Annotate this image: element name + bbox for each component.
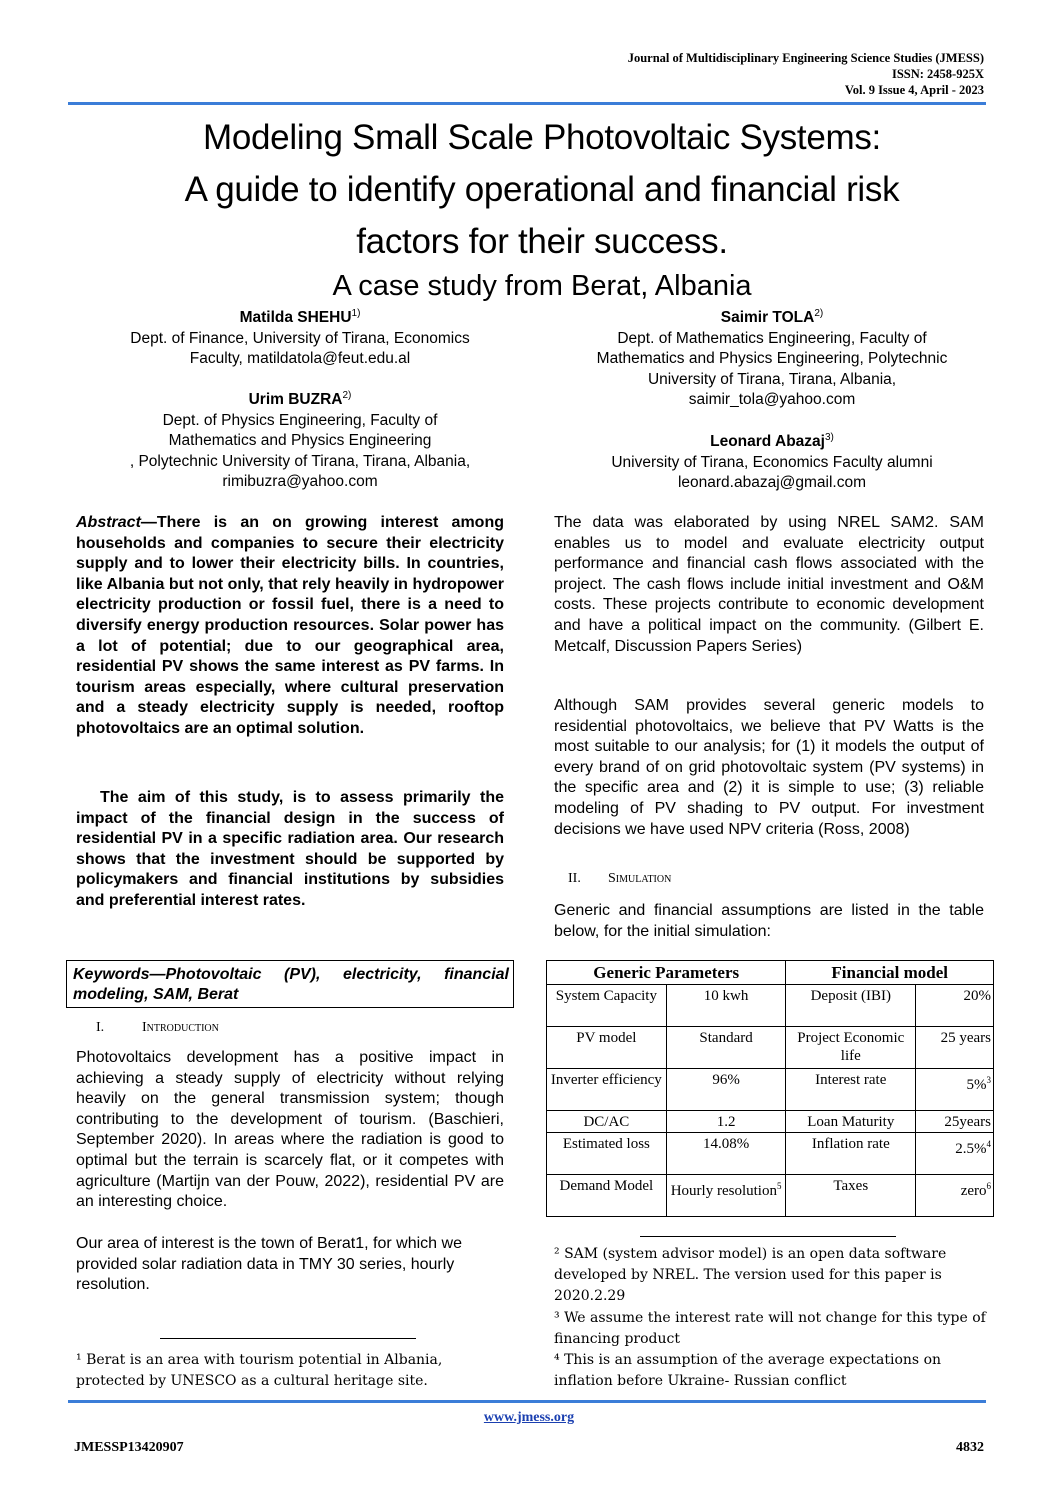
parameters-table [546,960,994,1217]
table-cell: Estimated loss [547,1133,667,1175]
table-cell [666,1175,786,1217]
paper-subtitle: A case study from Berat, Albania [332,270,752,302]
title-line-1: Modeling Small Scale Photovoltaic Systems: [203,118,881,157]
table-cell: 25 years [916,1027,994,1069]
author-name: Urim BUZRA [248,391,343,409]
footnote-rule-left [160,1338,416,1339]
abstract-paragraph-1 [76,513,504,740]
author-email: saimir_tola@yahoo.com [688,391,856,409]
page-number: 4832 [956,1440,984,1455]
section-title: Introduction [142,1020,219,1035]
author-email: rimibuzra@yahoo.com [222,473,378,491]
journal-issn: ISSN: 2458-925X [891,67,984,81]
table-cell: PV model [547,1027,667,1069]
table-header-financial: Financial model [786,961,994,985]
cell-value: 2.5% [955,1141,987,1157]
cell-value: zero [960,1183,987,1199]
author-name: Saimir TOLA [720,309,815,327]
abstract-text: —There is an on growing interest among households and companies to secure their electricity supply and to lower their electricity bills. In countries, like Albania but not only, that rely heavily in hydropower electricity production or fossil fuel, there is a need to diversify energy production resources. Solar power has a lot of potential; due to our geographical area, residential PV shows the same interest as PV farms. In tourism areas especially, where cultural preservation and a steady electricity supply is needed, rooftop photovoltaics are an optimal solution. [76,514,504,737]
title-line-3: factors for their success. [356,222,728,261]
table-cell [916,1133,994,1175]
table-cell: DC/AC [547,1111,667,1133]
section-number: I. [96,1020,105,1035]
keywords-box: Keywords—Photovoltaic (PV), electricity, financial modeling, SAM, Berat [66,960,514,1008]
cell-value: Hourly resolution [670,1183,777,1199]
table-cell [916,1175,994,1217]
table-cell: Inflation rate [786,1133,916,1175]
footnote-rule-right [640,1236,896,1237]
author-affiliation: Faculty, matildatola@feut.edu.al [189,350,411,368]
author-sup: 1) [351,308,361,319]
intro-paragraph-1: Photovoltaics development has a positive impact in achieving a steady supply of electricity without relying heavily on the general transmission system; though contributing to the development of tourism. (Baschieri, September 2020). In areas where the radiation is good to optimal but the terrain is scarcely flat, or it competes with agriculture (Martijn van der Pouw, 2022), residential PV are an interesting choice. [76,1049,504,1211]
footnote-marker: 5 [776,1181,782,1191]
section-number: II. [568,871,581,886]
cell-value: 5% [966,1077,987,1093]
header-rule [68,102,986,105]
paper-title [70,112,1014,268]
abstract-paragraph-2: The aim of this study, is to assess primarily the impact of the financial design in the success of residential PV in a specific radiation area. Our research shows that the investment should be supported by policymakers and financial institutions by subsidies and preferential interest rates. [76,789,504,909]
table-cell: Loan Maturity [786,1111,916,1133]
footnote-2: ² SAM (system advisor model) is an open data software developed by NREL. The version used for this paper is 2020.2.29 [554,1246,947,1304]
table-cell: 1.2 [666,1111,786,1133]
table-row [547,1069,994,1111]
author-affiliation: Mathematics and Physics Engineering, Polytechnic [596,350,948,368]
table-cell: 96% [666,1069,786,1111]
table-cell [916,1069,994,1111]
body-paragraph-2: Although SAM provides several generic models to residential photovoltaics, we believe that PV Watts is the most suitable to our analysis; for (1) it models the output of every brand of on grid photovoltaic system (PV systems) in the specific area and (2) it is simple to use; (3) reliable modeling of PV shading to PV output. For investment decisions we have used NPV criteria (Ross, 2008) [554,697,984,838]
table-row [547,1111,994,1133]
journal-header [464,50,984,98]
table-header-generic: Generic Parameters [547,961,786,985]
table-cell: 10 kwh [666,985,786,1027]
journal-volume: Vol. 9 Issue 4, April - 2023 [844,83,984,97]
author-affiliation: University of Tirana, Economics Faculty alumni [611,453,933,471]
author-sup: 2) [342,390,352,401]
author-affiliation: Mathematics and Physics Engineering [168,432,432,450]
footnote-marker: 6 [986,1181,991,1191]
author-block-4 [552,428,992,494]
body-paragraph-1: The data was elaborated by using NREL SAM2. SAM enables us to model and evaluate electricity output performance and financial cash flows associated with the project. The cash flows include initial investment and O&M costs. These projects contribute to economic development and have a political impact on the community. (Gilbert E. Metcalf, Discussion Papers Series) [554,514,984,655]
table-row [547,1027,994,1069]
table-row [547,1175,994,1217]
journal-name: Journal of Multidisciplinary Engineering Science Studies (JMESS) [627,51,984,65]
footnote-marker: 4 [986,1139,991,1149]
author-sup: 3) [824,432,834,443]
title-line-2: A guide to identify operational and financial risk [184,170,900,209]
intro-paragraph-2: Our area of interest is the town of Berat1, for which we provided solar radiation data in TMY 30 series, hourly resolution. [76,1235,462,1294]
table-cell: Demand Model [547,1175,667,1217]
author-email: leonard.abazaj@gmail.com [677,474,867,492]
table-header-row [547,961,994,985]
table-cell: Interest rate [786,1069,916,1111]
table-cell: Deposit (IBI) [786,985,916,1027]
body-paragraph-3: Generic and financial assumptions are listed in the table below, for the initial simulation: [554,902,984,940]
author-affiliation: Dept. of Mathematics Engineering, Faculty of [617,329,927,347]
table-row [547,985,994,1027]
journal-website-link[interactable]: www.jmess.org [483,1410,575,1425]
author-block-2 [80,386,520,493]
footnote-3: ³ We assume the interest rate will not change for this type of financing product [554,1310,986,1347]
author-sup: 2) [814,308,824,319]
author-affiliation: , Polytechnic University of Tirana, Tirana, Albania, [129,452,471,470]
table-cell: 25years [916,1111,994,1133]
author-affiliation: University of Tirana, Tirana, Albania, [647,370,897,388]
section-heading-introduction [96,1020,219,1036]
paper-id: JMESSP13420907 [74,1440,184,1455]
table-cell: 14.08% [666,1133,786,1175]
table-cell: Standard [666,1027,786,1069]
author-name: Matilda SHEHU [239,309,352,327]
author-block-3 [552,304,992,411]
table-cell: Inverter efficiency [547,1069,667,1111]
table-cell: Taxes [786,1175,916,1217]
author-affiliation: Dept. of Physics Engineering, Faculty of [162,411,438,429]
footnote-1: ¹ Berat is an area with tourism potential in Albania, protected by UNESCO as a cultural heritage site. [76,1352,443,1389]
table-cell: Project Economic life [786,1027,916,1069]
author-affiliation: Dept. of Finance, University of Tirana, Economics [130,329,470,347]
author-name: Leonard Abazaj [710,433,825,451]
table-cell: 20% [916,985,994,1027]
section-title: Simulation [608,871,672,886]
section-heading-simulation [568,871,671,887]
table-row [547,1133,994,1175]
author-block-1 [80,304,520,370]
table-cell: System Capacity [547,985,667,1027]
footnote-marker: 3 [986,1075,991,1085]
footer-rule [68,1400,986,1403]
footnote-4: ⁴ This is an assumption of the average expectations on inflation before Ukraine- Russian conflict [554,1352,942,1389]
abstract-label: Abstract [76,514,141,531]
